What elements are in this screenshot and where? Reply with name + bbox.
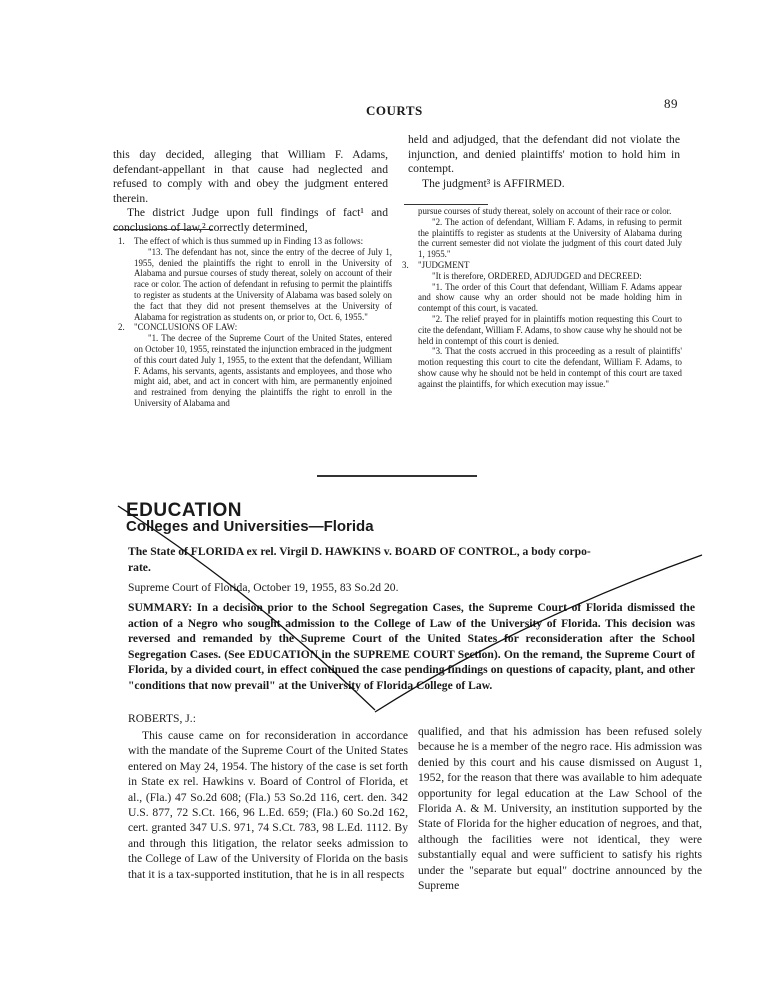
paragraph: The district Judge upon full findings of fact¹ and conclusions of law,² correctly determined, [113, 206, 388, 234]
court-citation: Supreme Court of Florida, October 19, 1955, 83 So.2d 20. [128, 581, 399, 594]
section-heading: EDUCATION [126, 500, 243, 521]
case-title-line: rate. [128, 561, 151, 574]
footnote-quote: "13. The defendant has not, since the entry of the decree of July 1, 1955, denied the plaintiffs the right to enroll in the University of Alabama and pursue courses of study thereat, solely on account of their race or color. The action of defendant in refusing to permit the plaintiffs to register as students at the University of Alabama was based solely on the fact that they did not present themselves at the University of Alabama for registration as students on, or prior to, Oct. 6, 1955." [134, 246, 392, 322]
strike-line [118, 506, 375, 710]
footnote-number: 1. [118, 236, 125, 246]
paragraph: This cause came on for reconsideration in accordance with the mandate of the Supreme Court of the United States entered on May 24, 1954. The history of the case is set forth in State ex rel. Hawkins v. Board of Control of Florida, et al., (Fla.) 47 So.2d 608; (Fla.) 53 So.2d 116, cert. den. 342 U.S. 877, 72 S.Ct. 166, 96 L.Ed. 659; (Fla.) 60 So.2d 162, cert. granted 347 U.S. 971, 74 S.Ct. 783, 98 L.Ed. 1112. By and through this litigation, the relator seeks admission to the College of Law of the University of Florida on the basis that it is a tax-supported institution, that he is in all respects [128, 729, 408, 881]
footnote-text: "JUDGMENT [418, 259, 470, 270]
summary-label: SUMMARY: [128, 601, 193, 614]
strike-line [375, 555, 702, 712]
footnote-text: "1. The order of this Court that defendant, William F. Adams appear and show cause why an order should not be made holding him in contempt of this court, is vacated. [418, 281, 682, 314]
footnote-text: "CONCLUSIONS OF LAW: [134, 322, 238, 333]
judge-name: ROBERTS, J.: [128, 712, 196, 725]
paragraph: this day decided, alleging that William F. Adams, defendant-appellant in that cause had neglected and refused to comply with and obey the judgment entered therein. [113, 148, 388, 205]
paragraph: qualified, and that his admission has been refused solely because he is a member of the negro race. His admission was denied by this court and his cause dismissed on August 1, 1952, for the reason that there was available to him adequate opportunity for legal education at the Law School of the Florida A. & M. University, an institution supported by the State of Florida for the higher education of negroes, and that, although the facilities were not identical, they were substantially equal and were sufficient to satisfy his rights under the "separate but equal" doctrine announced by the Supreme [418, 725, 702, 893]
footnote-text: The effect of which is thus summed up in Finding 13 as follows: [134, 236, 364, 246]
case-title-line: The State of FLORIDA ex rel. Virgil D. HAWKINS v. BOARD OF CONTROL, a body corpo- [128, 545, 591, 558]
footnote-continuation: pursue courses of study thereat, solely on account of their race or color. [418, 206, 672, 216]
footnote-text: "2. The relief prayed for in plaintiffs motion requesting this Court to cite the defendant, William F. Adams, to show cause why he should not be held in contempt of this court is denied. [418, 313, 682, 346]
footnote-text: "It is therefore, ORDERED, ADJUDGED and DECREED: [432, 270, 642, 281]
footnote-quote: "1. The decree of the Supreme Court of the United States, entered on October 10, 1955, reinstated the injunction embraced in the judgment of this court dated July 1, 1955, to the extent that the defendant, William F. Adams, his servants, agents, assistants and employees, and those who might aid, abet, and act in concert with him, are permanently enjoined and restrained from denying the plaintiffs the right to enroll in the University of Alabama and [134, 333, 392, 408]
footnote-number: 2. [118, 322, 125, 333]
footnote-continuation: "2. The action of defendant, William F. Adams, in refusing to permit the plaintiffs to register as students at the University of Alabama during the current semester did not violate the judgment of this court dated July 1, 1955." [418, 216, 682, 260]
paragraph: The judgment³ is AFFIRMED. [422, 176, 565, 190]
paragraph: held and adjudged, that the defendant did not violate the injunction, and denied plaintiffs' motion to hold him in contempt. [408, 133, 680, 176]
section-subheading: Colleges and Universities—Florida [126, 518, 374, 535]
footnote-text: "3. That the costs accrued in this proceeding as a result of plaintiffs' motion requesting this court to cite the defendant, William F. Adams, to show cause why he should not be held in contempt of this court are taxed against the plaintiffs, for which execution may issue." [418, 346, 682, 389]
footnote-number: 3. [402, 259, 409, 270]
summary-text: In a decision prior to the School Segregation Cases, the Supreme Court of Florida dismissed the action of a Negro who sought admission to the College of Law of the University of Florida. This decision was reversed and remanded by the Supreme Court of the United States for reconsideration after the School Segregation Cases. (See EDUCATION in the SUPREME COURT Section). On the remand, the Supreme Court of Florida, by a divided court, in effect continued the case pending findings on questions of capacity, plant, and other "conditions that now prevail" at the University of Florida College of Law. [128, 601, 695, 692]
running-head: COURTS [366, 103, 423, 118]
page-number: 89 [664, 96, 678, 111]
